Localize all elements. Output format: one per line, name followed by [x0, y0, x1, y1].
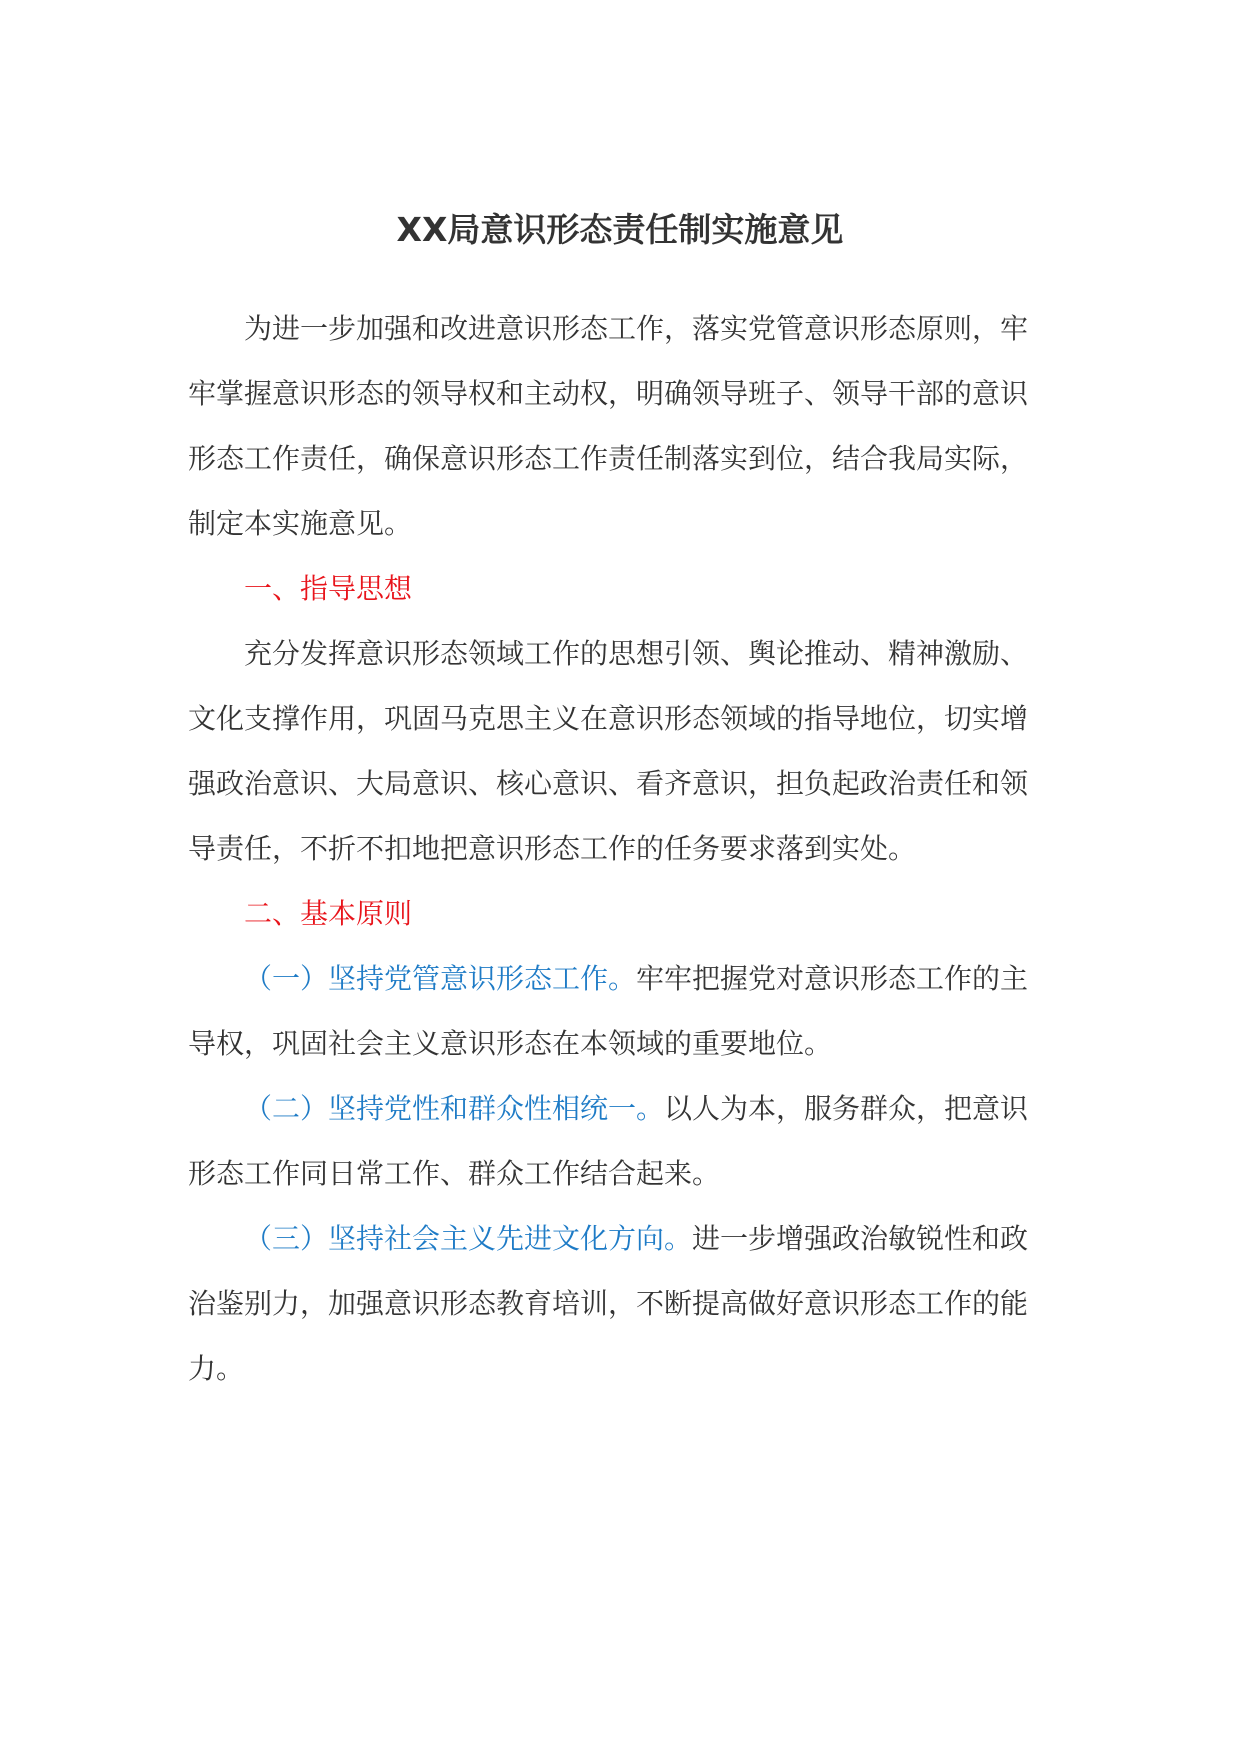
- intro-paragraph: 为进一步加强和改进意识形态工作，落实党管意识形态原则，牢牢掌握意识形态的领导权和主动权，明确领导班子、领导干部的意识形态工作责任，确保意识形态工作责任制落实到位，结合我局实际，制定本实施意见。: [188, 312, 1029, 540]
- document-body: [188, 296, 1048, 1401]
- principle-item-3: [188, 1206, 1048, 1401]
- principle-item-2: [188, 1076, 1048, 1206]
- principle-item-lead: （三）坚持社会主义先进文化方向。: [244, 1222, 693, 1255]
- principle-item-lead: （一）坚持党管意识形态工作。: [244, 962, 637, 995]
- section-body-guiding-ideology: 充分发挥意识形态领域工作的思想引领、舆论推动、精神激励、文化支撑作用，巩固马克思主义在意识形态领域的指导地位，切实增强政治意识、大局意识、核心意识、看齐意识，担负起政治责任和领导责任，不折不扣地把意识形态工作的任务要求落到实处。: [188, 637, 1029, 865]
- section-heading-guiding-ideology: 一、指导思想: [244, 572, 413, 605]
- principle-item-lead: （二）坚持党性和群众性相统一。: [244, 1092, 665, 1125]
- principle-item-text: 牢牢把握党对意识形态工作的主导权，巩固社会主义意识形态在本领域的重要地位。: [188, 962, 1029, 1060]
- document-title: XX局意识形态责任制实施意见: [396, 210, 844, 249]
- principle-item-text: 以人为本，服务群众，把意识形态工作同日常工作、群众工作结合起来。: [188, 1092, 1029, 1190]
- principle-item-1: [188, 946, 1048, 1076]
- principle-item-text: 进一步增强政治敏锐性和政治鉴别力，加强意识形态教育培训，不断提高做好意识形态工作的能力。: [188, 1222, 1029, 1385]
- section-heading-basic-principles: 二、基本原则: [244, 897, 413, 930]
